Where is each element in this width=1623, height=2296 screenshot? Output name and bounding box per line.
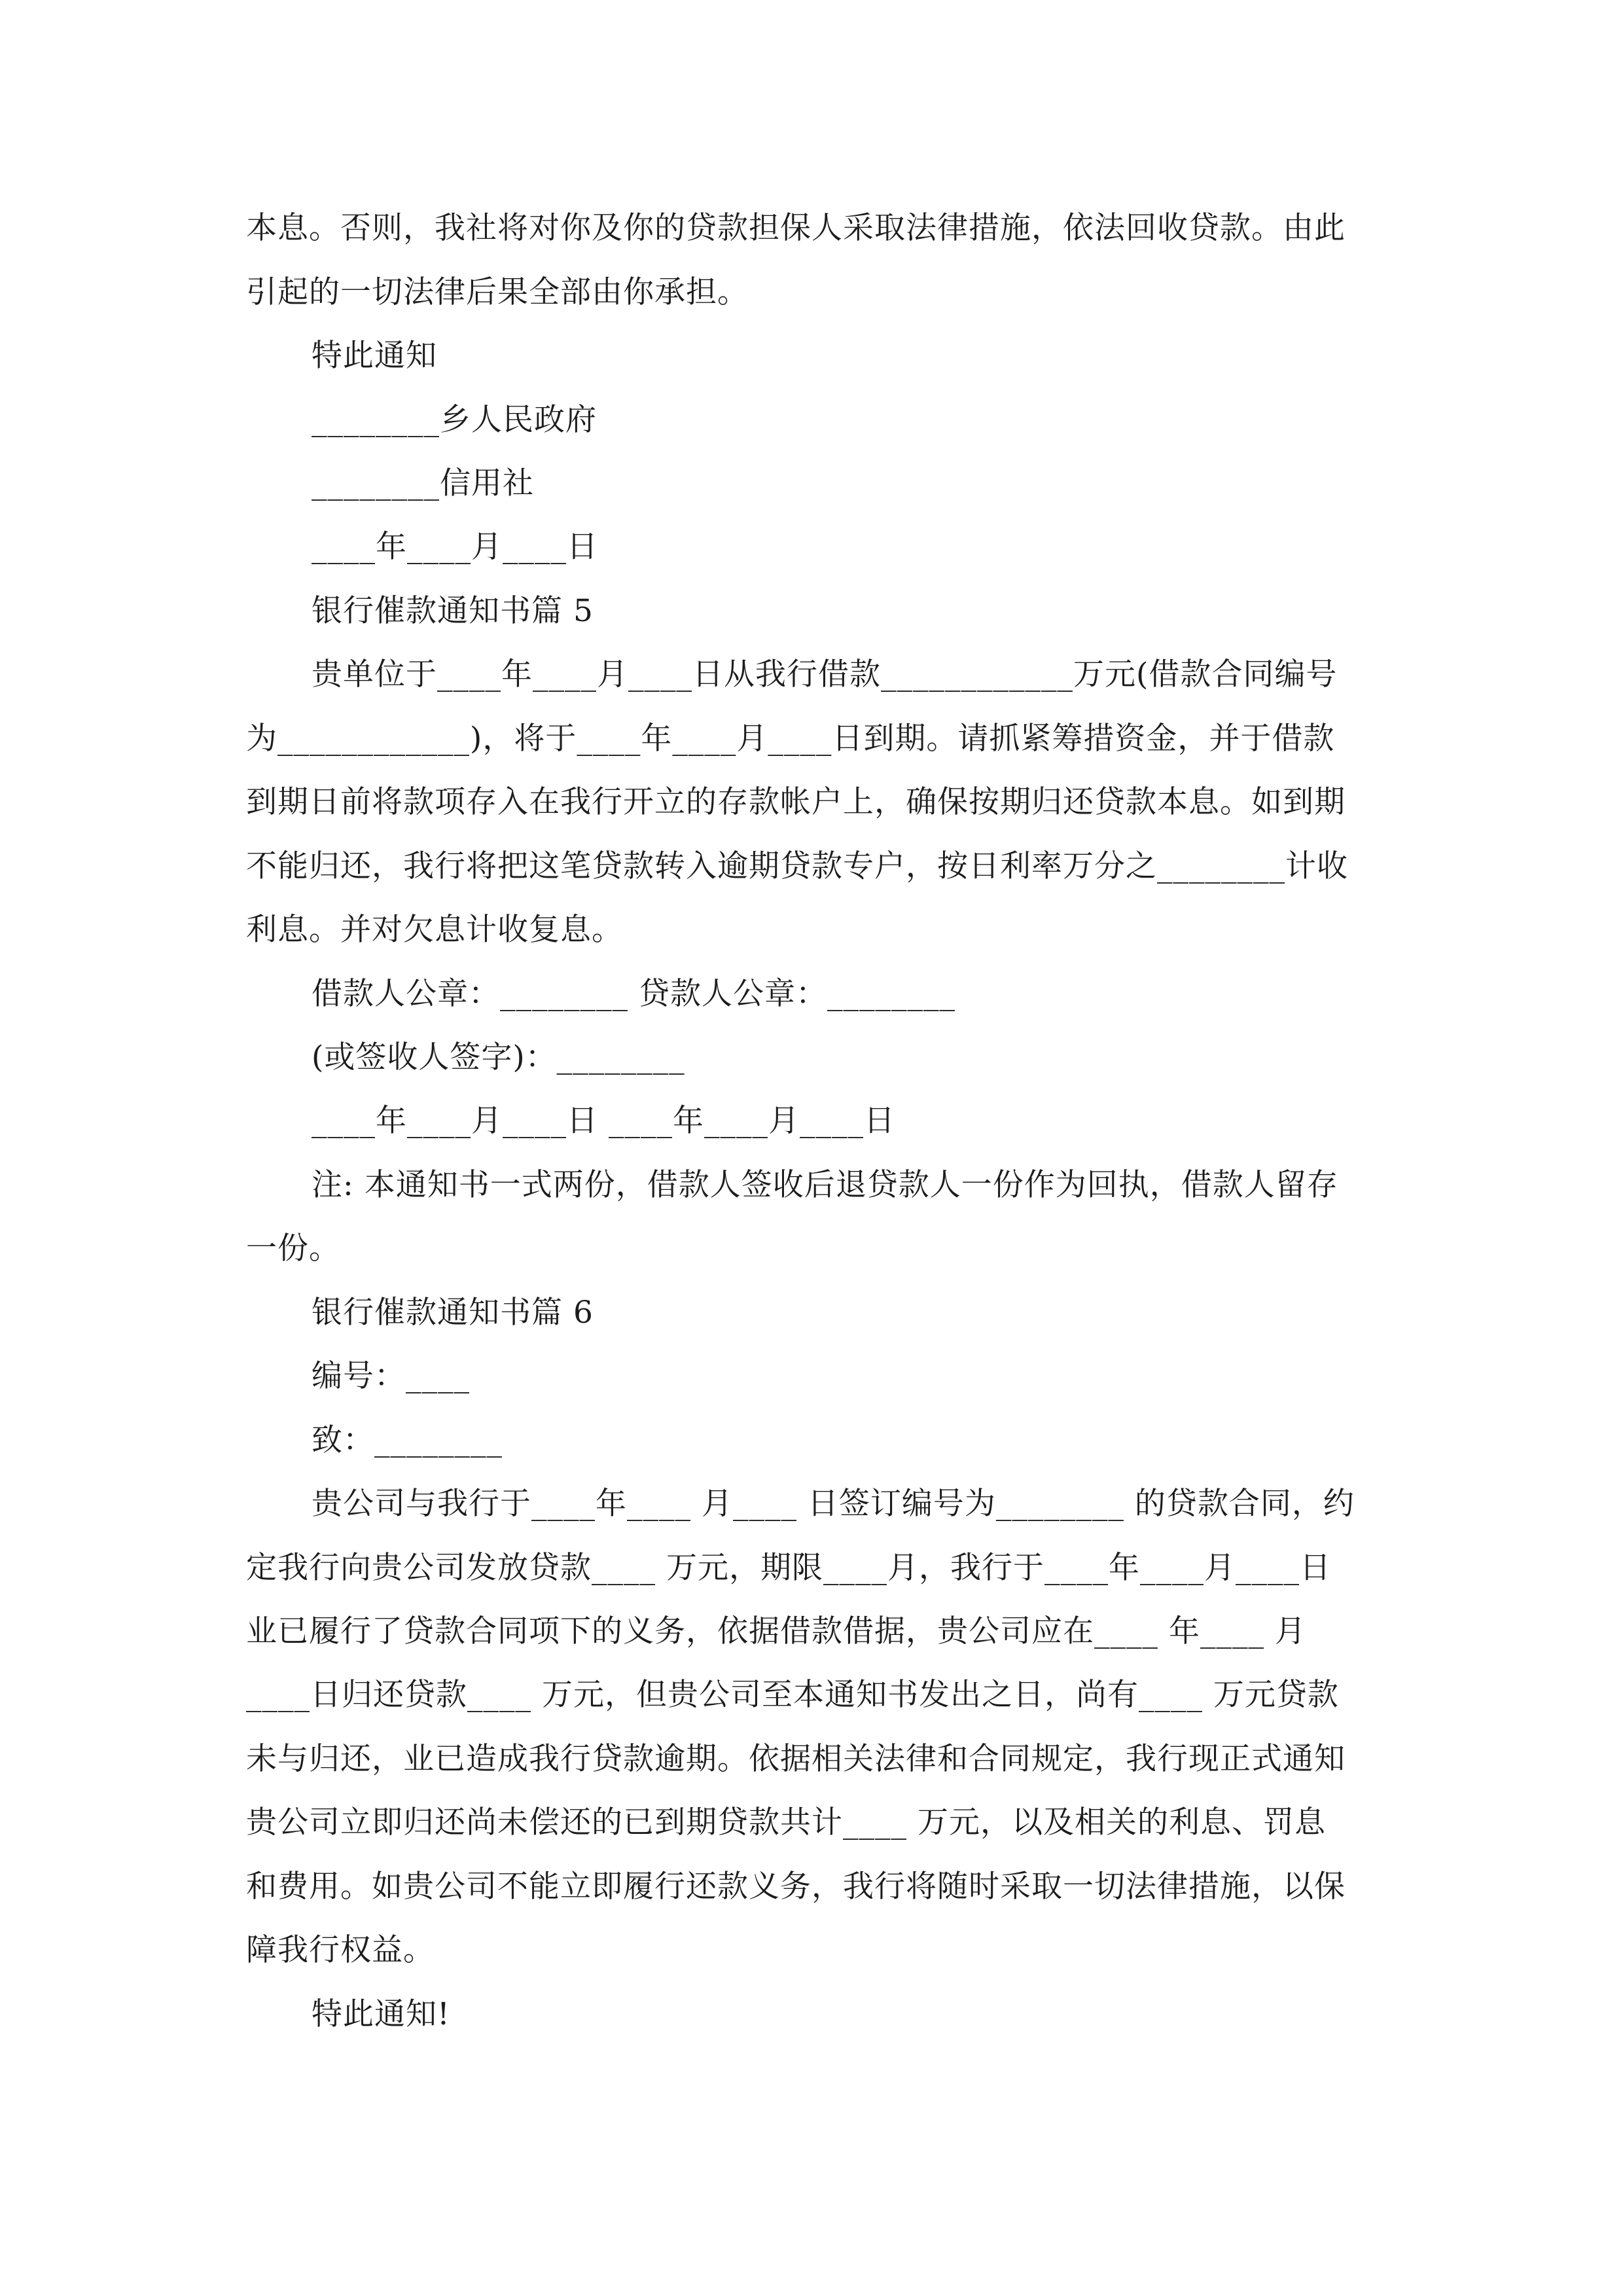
paragraph-line: 贵公司立即归还尚未偿还的已到期贷款共计____ 万元，以及相关的利息、罚息 (246, 1804, 1326, 1840)
paragraph-line: 不能归还，我行将把这笔贷款转入逾期贷款专户，按日利率万分之________计收 (246, 848, 1348, 884)
signature-line-credit-union: ________信用社 (312, 465, 534, 501)
recipient-line: 致：________ (312, 1422, 503, 1458)
paragraph-line: 为____________)，将于____年____月____日到期。请抓紧筹措资金，并于借款 (246, 721, 1335, 757)
note-line: 一份。 (246, 1230, 340, 1266)
closing-text: 特此通知 (312, 338, 437, 374)
date-line: ____年____月____日 (312, 529, 598, 565)
paragraph-line: 贵公司与我行于____年____ 月____ 日签订编号为________ 的贷款合同，约 (312, 1486, 1355, 1522)
note-line: 注: 本通知书一式两份，借款人签收后退贷款人一份作为回执，借款人留存 (312, 1167, 1338, 1203)
paragraph-line: ____日归还贷款____ 万元，但贵公司至本通知书发出之日，尚有____ 万元贷款 (246, 1677, 1339, 1713)
paragraph-line: 业已履行了贷款合同项下的义务，依据借款借据，贵公司应在____ 年____ 月 (246, 1613, 1306, 1649)
signature-line-government: ________乡人民政府 (312, 402, 597, 438)
seal-line: 借款人公章：________ 贷款人公章：________ (312, 976, 955, 1012)
paragraph-line: 贵单位于____年____月____日从我行借款____________万元(借款合同编号 (312, 656, 1338, 692)
paragraph-line: 定我行向贵公司发放贷款____ 万元，期限____月，我行于____年____月____日 (246, 1550, 1331, 1586)
section-heading-5: 银行催款通知书篇 5 (312, 593, 594, 629)
signature-line: (或签收人签字)：________ (312, 1039, 685, 1075)
paragraph-line: 和费用。如贵公司不能立即履行还款义务，我行将随时采取一切法律措施，以保 (246, 1869, 1346, 1905)
paragraph-line: 障我行权益。 (246, 1932, 435, 1968)
paragraph-line: 引起的一切法律后果全部由你承担。 (246, 274, 749, 310)
section-heading-6: 银行催款通知书篇 6 (312, 1295, 594, 1331)
number-line: 编号：____ (312, 1358, 470, 1394)
paragraph-line: 到期日前将款项存入在我行开立的存款帐户上，确保按期归还贷款本息。如到期 (246, 784, 1346, 820)
paragraph-line: 未与归还，业已造成我行贷款逾期。依据相关法律和合同规定，我行现正式通知 (246, 1741, 1346, 1777)
closing-text: 特此通知! (312, 1996, 450, 2032)
paragraph-line: 本息。否则，我社将对你及你的贷款担保人采取法律措施，依法回收贷款。由此 (246, 210, 1346, 246)
paragraph-line: 利息。并对欠息计收复息。 (246, 912, 623, 948)
date-line: ____年____月____日 ____年____月____日 (312, 1103, 895, 1139)
